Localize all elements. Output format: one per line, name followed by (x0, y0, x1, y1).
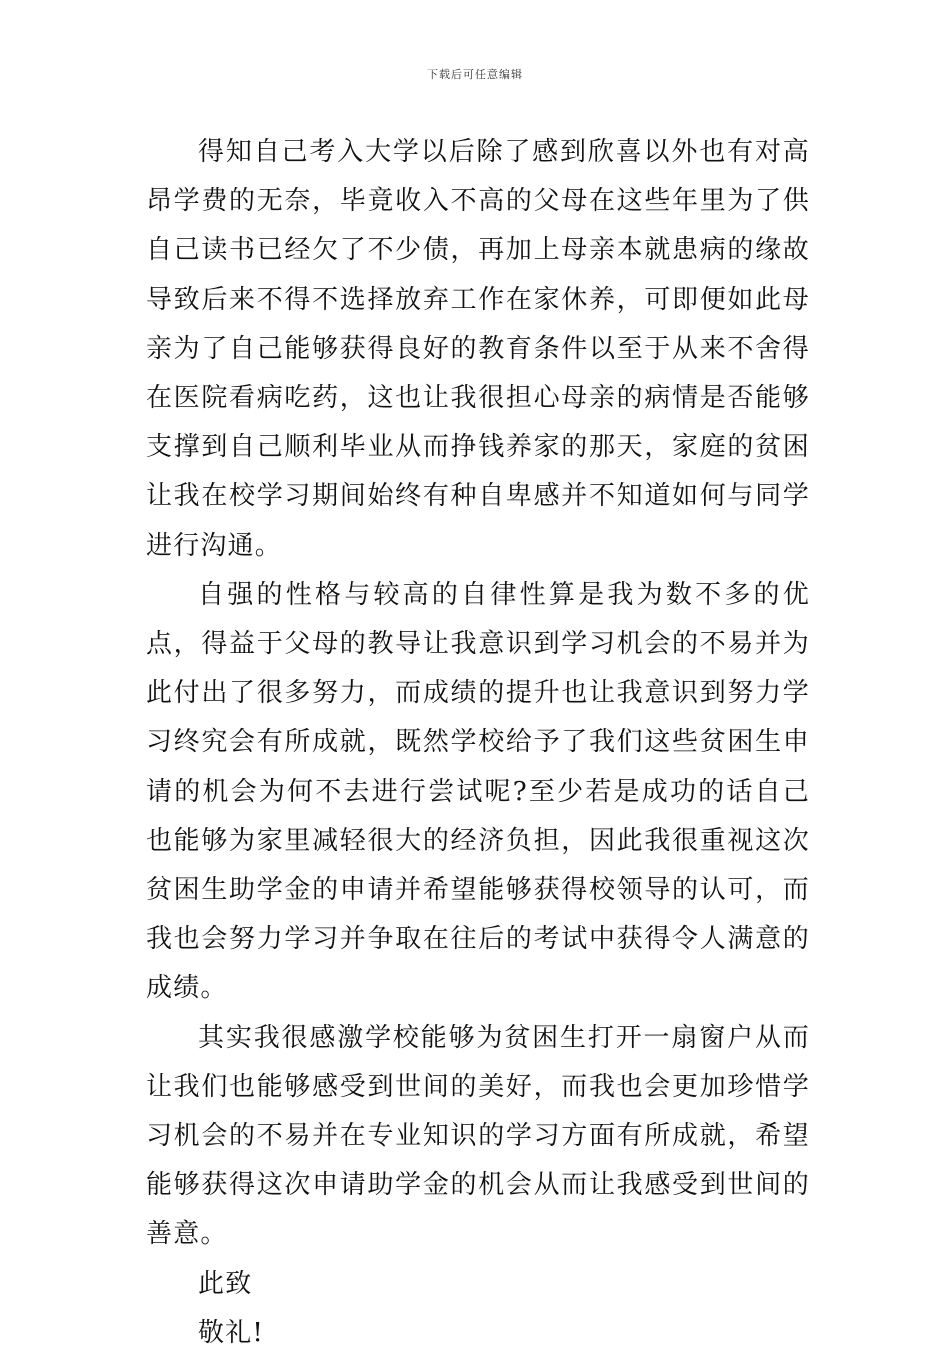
paragraph-2: 自强的性格与较高的自律性算是我为数不多的优点，得益于父母的教导让我意识到学习机会的不易并为此付出了很多努力，而成绩的提升也让我意识到努力学习终究会有所成就，既然学校给予了我们这些贫困生申请的机会为何不去进行尝试呢?至少若是成功的话自己也能够为家里减轻很大的经济负担，因此我很重视这次贫困生助学金的申请并希望能够获得校领导的认可，而我也会努力学习并争取在往后的考试中获得令人满意的成绩。 (146, 579, 810, 1004)
paragraph-1: 得知自己考入大学以后除了感到欣喜以外也有对高昂学费的无奈，毕竟收入不高的父母在这些年里为了供自己读书已经欠了不少债，再加上母亲本就患病的缘故导致后来不得不选择放弃工作在家休养，可即便如此母亲为了自己能够获得良好的教育条件以至于从来不舍得在医院看病吃药，这也让我很担心母亲的病情是否能够支撑到自己顺利毕业从而挣钱养家的那天，家庭的贫困让我在校学习期间始终有种自卑感并不知道如何与同学进行沟通。 (146, 137, 810, 561)
closing-salutation: 此致 (198, 1268, 253, 1299)
header-note: 下载后可任意编辑 (427, 68, 523, 81)
closing-regards: 敬礼! (198, 1317, 265, 1348)
document-body (146, 128, 810, 1358)
paragraph-3: 其实我很感激学校能够为贫困生打开一扇窗户从而让我们也能够感受到世间的美好，而我也会更加珍惜学习机会的不易并在专业知识的学习方面有所成就，希望能够获得这次申请助学金的机会从而让我感受到世间的善意。 (146, 1022, 810, 1250)
